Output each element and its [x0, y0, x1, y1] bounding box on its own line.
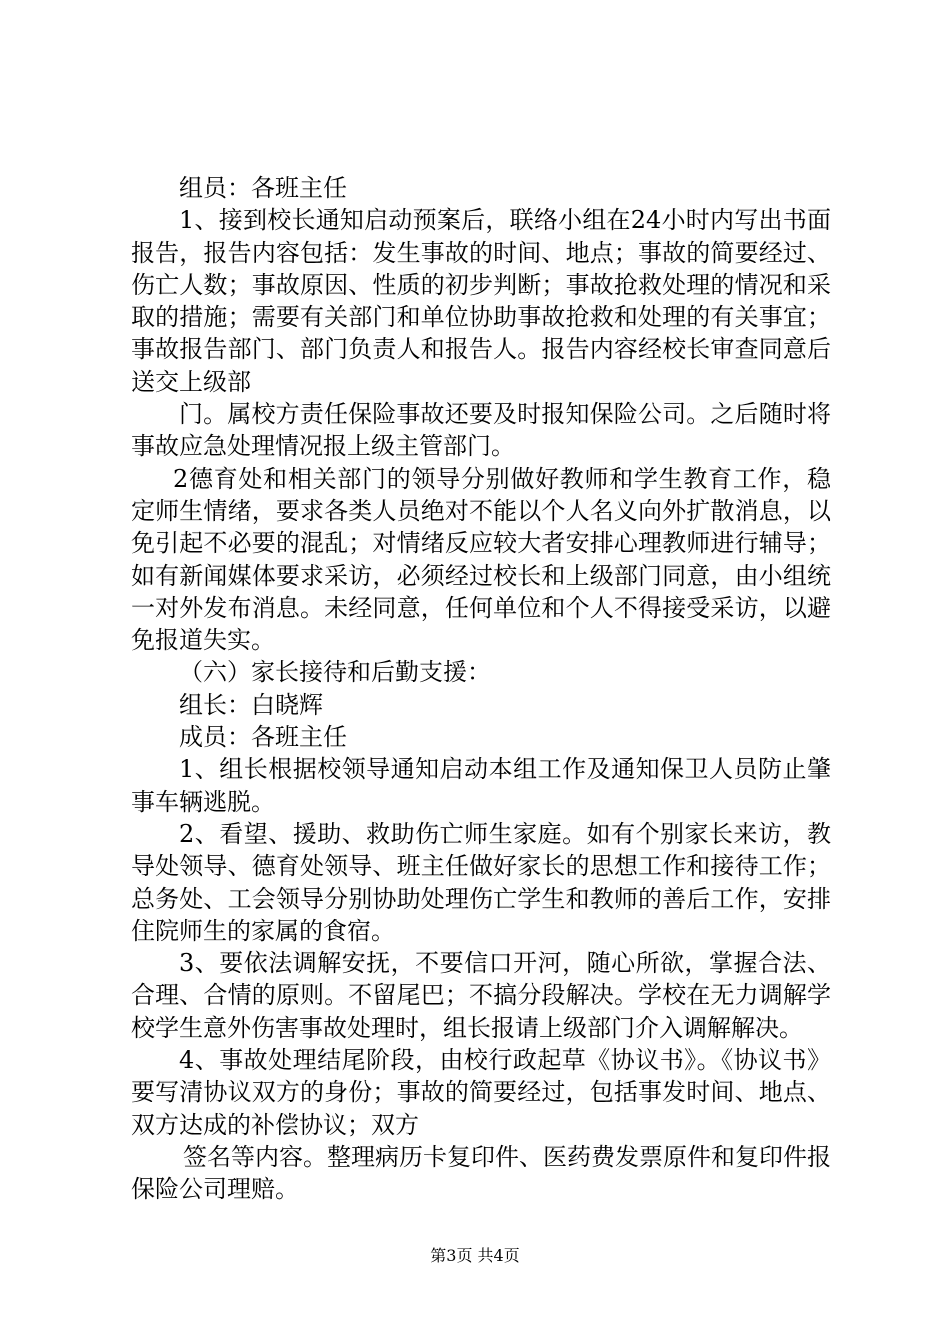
paragraph-report-step-1: 1、接到校长通知启动预案后，联络小组在24小时内写出书面报告，报告内容包括：发生事故的时间、地点；事故的简要经过、伤亡人数；事故原因、性质的初步判断；事故抢救处理的情况和采取的措施；需要有关部门和单位协助事故抢救和处理的有关事宜；事故报告部门、部门负责人和报告人。报告内容经校长审查同意后送交上级部 [131, 206, 831, 396]
paragraph-report-continued: 门。属校方责任保险事故还要及时报知保险公司。之后随时将事故应急处理情况报上级主管部门。 [131, 400, 831, 461]
paragraph-team-leader: 组长：白晓辉 [179, 690, 323, 719]
paragraph-team-members: 组员：各班主任 [179, 174, 347, 202]
paragraph-step-2: 2、看望、援助、救助伤亡师生家庭。如有个别家长来访，教导处领导、德育处领导、班主任做好家长的思想工作和接待工作；总务处、工会领导分别协助处理伤亡学生和教师的善后工作，安排住院师生的家属的食宿。 [131, 819, 831, 945]
page-footer: 第3页 共4页 [430, 1246, 520, 1265]
document-body [131, 172, 831, 1206]
paragraph-step-1: 1、组长根据校领导通知启动本组工作及通知保卫人员防止肇事车辆逃脱。 [131, 755, 831, 816]
section-heading-parent-reception: （六）家长接待和后勤支援： [179, 658, 491, 687]
paragraph-education-step-2: 2德育处和相关部门的领导分别做好教师和学生教育工作，稳定师生情绪，要求各类人员绝对不能以个人名义向外扩散消息，以免引起不必要的混乱；对情绪反应较大者安排心理教师进行辅导；如有新闻媒体要求采访，必须经过校长和上级部门同意，由小组统一对外发布消息。未经同意，任何单位和个人不得接受采访，以避免报道失实。 [131, 464, 831, 655]
paragraph-step-4: 4、事故处理结尾阶段，由校行政起草《协议书》。《协议书》要写清协议双方的身份；事故的简要经过，包括事发时间、地点、双方达成的补偿协议；双方 [131, 1046, 831, 1139]
paragraph-step-3: 3、要依法调解安抚，不要信口开河，随心所欲，掌握合法、合理、合情的原则。不留尾巴；不搞分段解决。学校在无力调解学校学生意外伤害事故处理时，组长报请上级部门介入调解解决。 [131, 949, 831, 1042]
paragraph-step-4-continued: 签名等内容。整理病历卡复印件、医药费发票原件和复印件报保险公司理赔。 [131, 1142, 831, 1204]
paragraph-team-members-2: 成员：各班主任 [179, 723, 347, 752]
